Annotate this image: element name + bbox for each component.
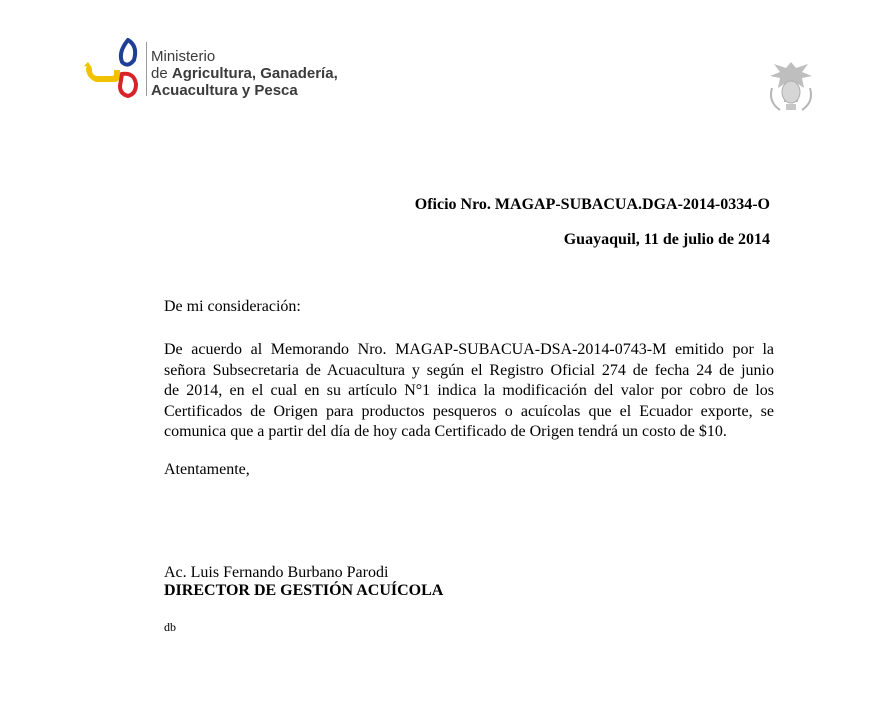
- magap-logo-icon: [84, 38, 142, 98]
- logo-divider: [146, 42, 147, 96]
- oficio-number: Oficio Nro. MAGAP-SUBACUA.DGA-2014-0334-O: [414, 196, 770, 213]
- ministry-logo: [84, 38, 354, 102]
- closing: Atentamente,: [164, 461, 250, 478]
- place-and-date: Guayaquil, 11 de julio de 2014: [563, 231, 770, 248]
- greeting: De mi consideración:: [164, 298, 301, 315]
- body-line: Certificados de Origen para productos pesqueros o acuícolas que el Ecuador exporte, se: [164, 402, 774, 420]
- body-line: señora Subsecretaria de Acuacultura y según el Registro Oficial 274 de fecha 24 de junio: [164, 361, 774, 379]
- signer-title: DIRECTOR DE GESTIÓN ACUÍCOLA: [164, 582, 444, 599]
- body-line: comunica que a partir del día de hoy cada Certificado de Origen tendrá un costo de $10.: [164, 423, 727, 440]
- ecuador-coat-of-arms-icon: [762, 58, 820, 116]
- logo-line-2-prefix: de: [151, 65, 172, 82]
- logo-line-2-bold: Agricultura, Ganadería,: [171, 65, 338, 82]
- body-line: De acuerdo al Memorando Nro. MAGAP-SUBACUA-DSA-2014-0743-M emitido por la: [164, 341, 774, 358]
- letter-body: [164, 340, 774, 443]
- logo-line-2: [151, 65, 338, 82]
- body-line: de 2014, en el cual en su artículo N°1 indica la modificación del valor por cobro de los: [164, 382, 774, 399]
- signer-name: Ac. Luis Fernando Burbano Parodi: [164, 564, 389, 581]
- ministry-name: [151, 48, 338, 99]
- logo-line-3: Acuacultura y Pesca: [151, 82, 298, 99]
- typist-initials: db: [164, 620, 176, 634]
- logo-line-1: Ministerio: [151, 48, 216, 65]
